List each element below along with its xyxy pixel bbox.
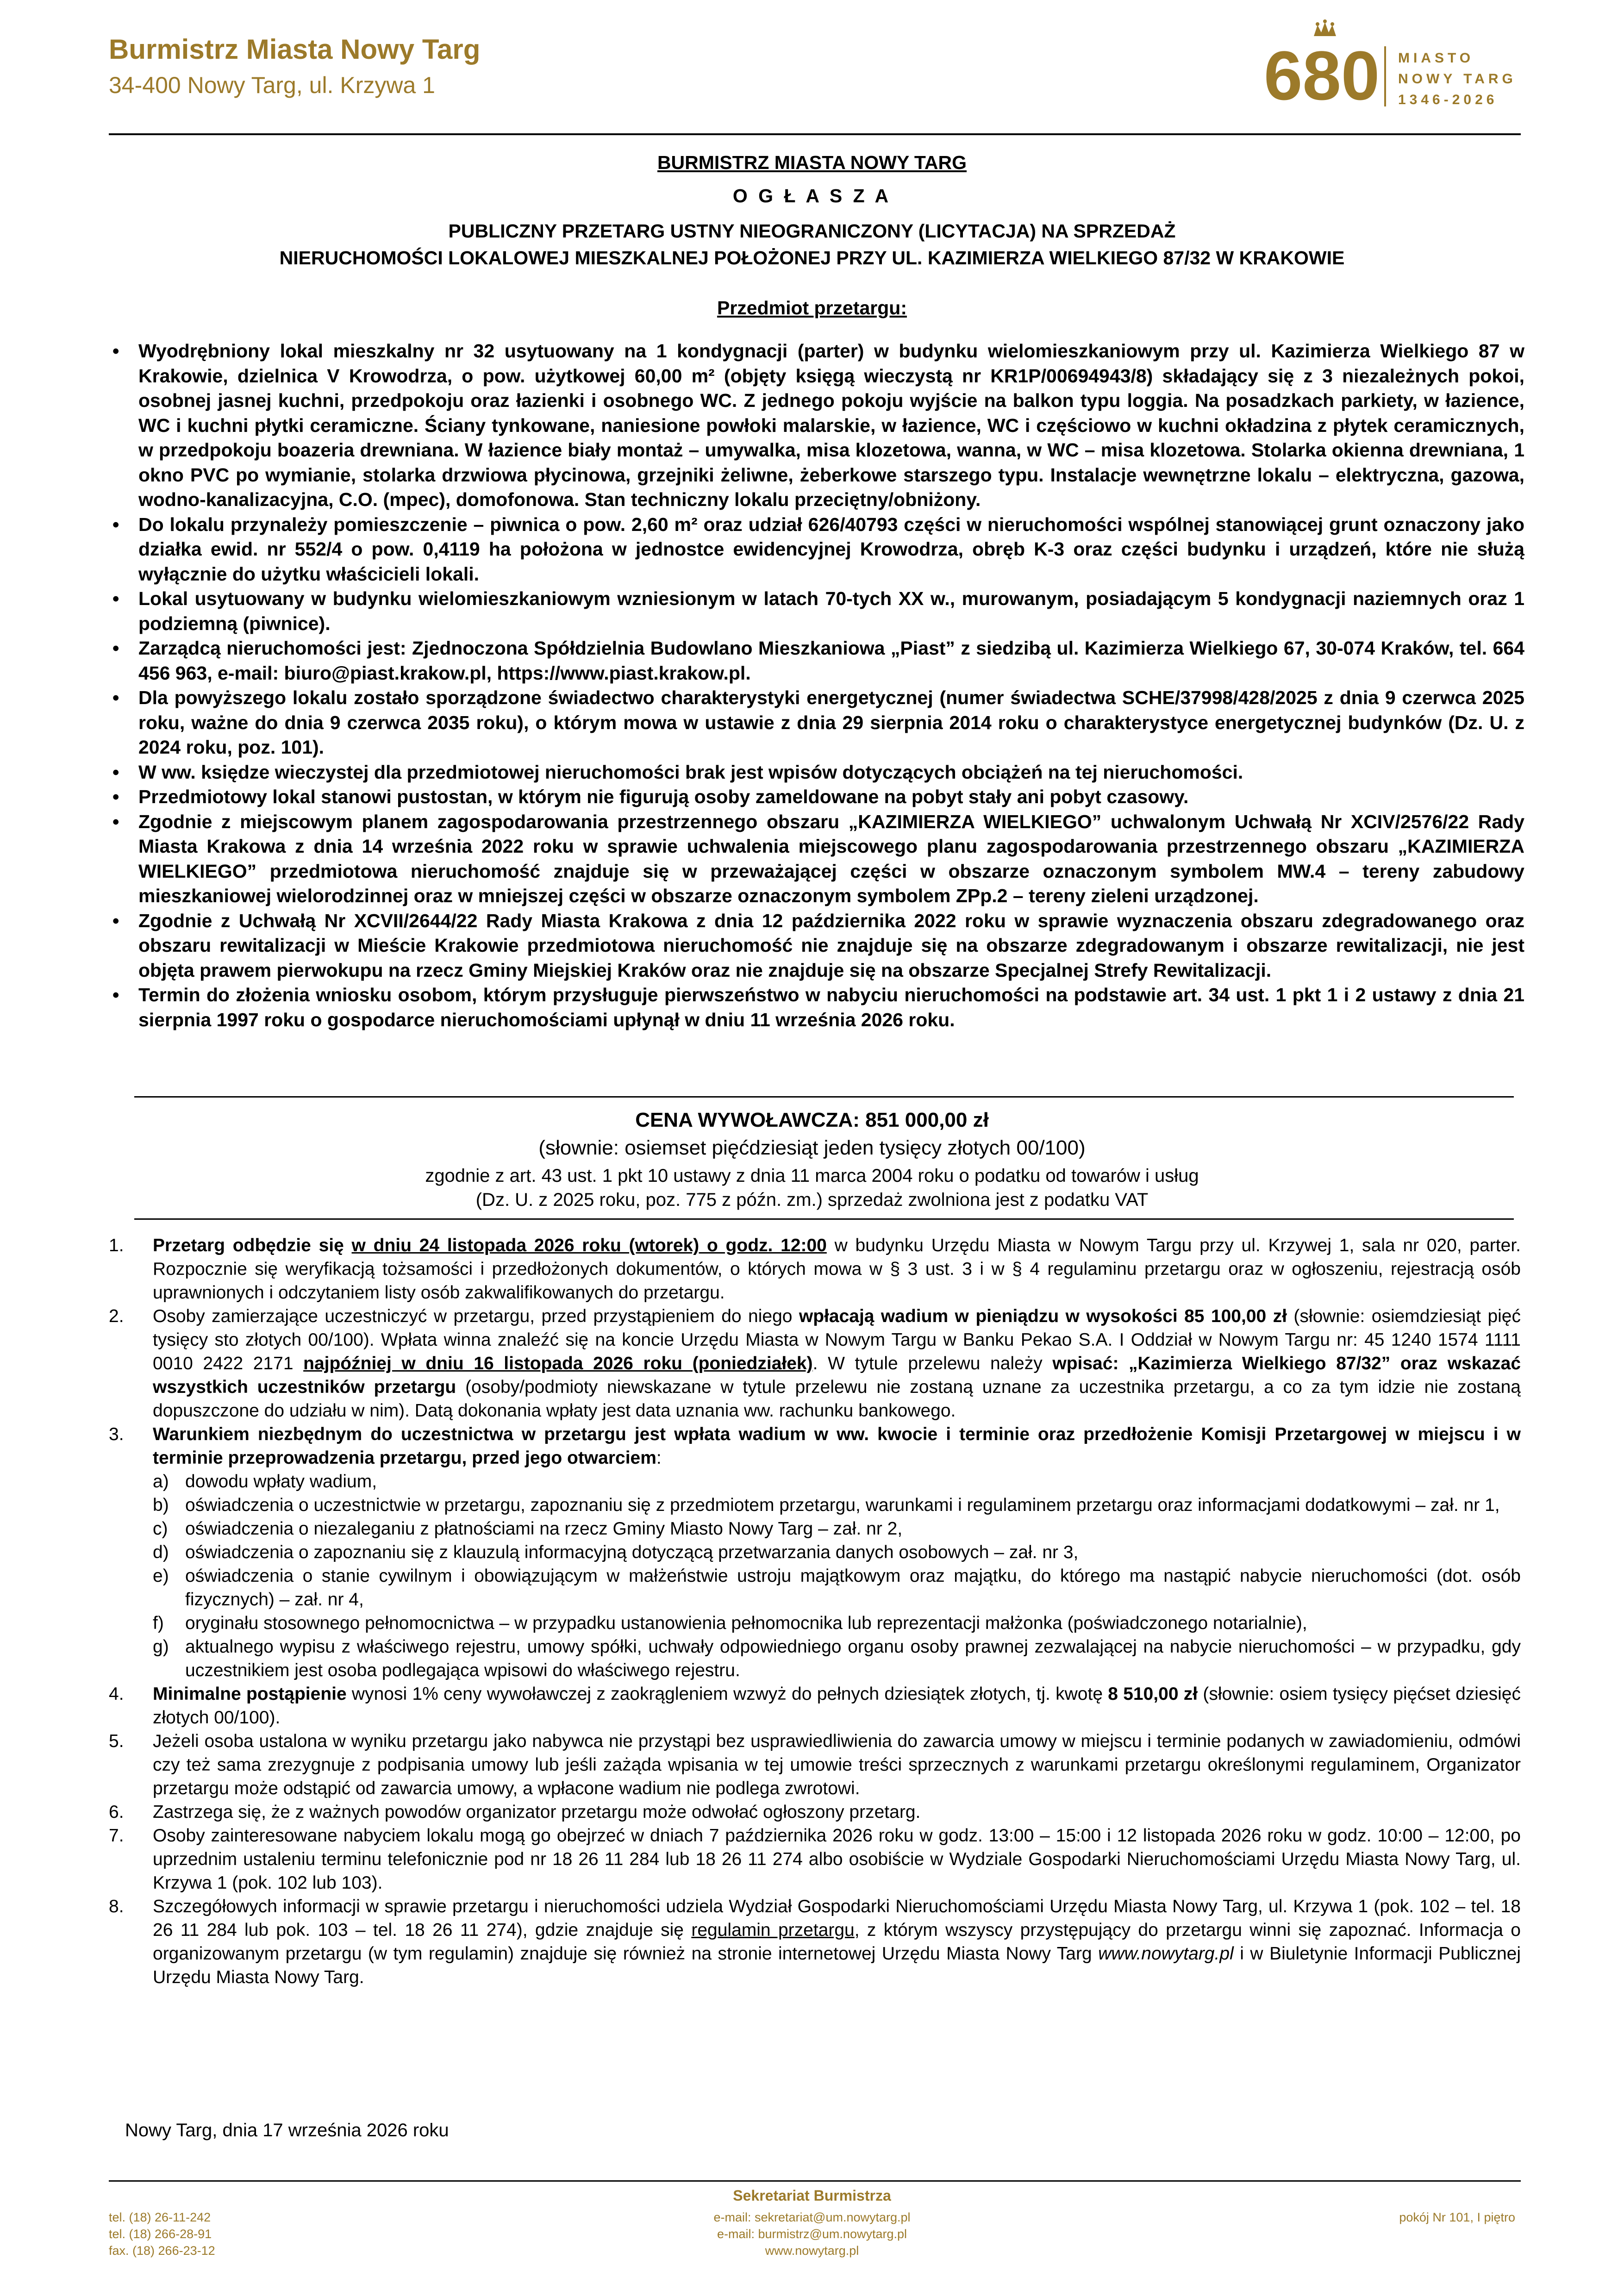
subject-item: • Lokal usytuowany w budynku wielomieszkaniowym wzniesionym w latach 70-tych XX w., murowanym, posiadającym 5 kondygnacji naziemnych oraz 1 podziemną (piwnice).	[112, 586, 1524, 636]
required-documents-list	[153, 1470, 1521, 1682]
footer-room: pokój Nr 101, I piętro	[1399, 2210, 1515, 2224]
document-date: Nowy Targ, dnia 17 września 2026 roku	[125, 2120, 449, 2140]
website-link[interactable]: www.nowytarg.pl	[1098, 1944, 1234, 1964]
term-item-2: 2. Osoby zamierzające uczestniczyć w przetargu, przed przystąpieniem do niego wpłacają wadium w pieniądzu w wysokości 85 100,00 zł (słownie: osiemdziesiąt pięć tysięcy sto złotych 00/100). Wpłata winna znaleźć się na koncie Urzędu Miasta w Nowym Targu w Banku Pekao S.A. I Oddział w Nowym Targu nr: 45 1240 1574 1111 0010 2422 2171 najpóźniej w dniu 16 listopada 2026 roku (poniedziałek). W tytule przelewu należy wpisać: „Kazimierza Wielkiego 87/32” oraz wskazać wszystkich uczestników przetargu (osoby/podmioty niewskazane w tytule przelewu nie zostaną uznane za uczestnika przetargu, a co za tym idzie nie zostaną dopuszczone do udziału w nim). Datą dokonania wpłaty jest data uznania ww. rachunku bankowego.	[109, 1306, 1521, 1421]
price-words: (słownie: osiemset pięćdziesiąt jeden tysięcy złotych 00/100)	[538, 1136, 1086, 1159]
required-document: c) oświadczenia o niezaleganiu z płatnościami na rzecz Gminy Miasto Nowy Targ – zał. nr 2,	[153, 1519, 903, 1539]
subject-list	[112, 339, 1524, 1032]
header-address: 34-400 Nowy Targ, ul. Krzywa 1	[109, 72, 435, 98]
term-item-6: 6. Zastrzega się, że z ważnych powodów organizator przetargu może odwołać ogłoszony przetarg.	[109, 1802, 921, 1822]
term-item-5: 5. Jeżeli osoba ustalona w wyniku przetargu jako nabywca nie przystąpi bez usprawiedliwienia do zawarcia umowy w miejscu i terminie podanych w zawiadomieniu, odmówi czy też sama zrezygnuje z podpisania umowy lub jeśli zażąda wpisania w tej umowie treści sprzecznych z warunkami przetargu określonymi regulaminem, Organizator przetargu może odstąpić od zawarcia umowy, a wpłacone wadium nie podlega zwrotowi.	[109, 1731, 1521, 1798]
logo-line3: 1346-2026	[1398, 92, 1498, 107]
subject-item: • Termin do złożenia wniosku osobom, którym przysługuje pierwszeństwo w nabyciu nieruchomości na podstawie art. 34 ust. 1 pkt 1 i 2 ustawy z dnia 21 sierpnia 1997 roku o gospodarce nieruchomościami upłynął w dniu 11 września 2026 roku.	[112, 983, 1524, 1032]
header-org-name: Burmistrz Miasta Nowy Targ	[109, 34, 481, 65]
subject-item: • Wyodrębniony lokal mieszkalny nr 32 usytuowany na 1 kondygnacji (parter) w budynku wielomieszkaniowym przy ul. Kazimierza Wielkiego 87 w Krakowie, dzielnica V Krowodrza, o pow. użytkowej 60,00 m² (objęty księgą wieczystą nr KR1P/00694943/8) składający się z 3 niezależnych pokoi, osobnej jasnej kuchni, przedpokoju oraz łazienki i osobnego WC. Z jednego pokoju wyjście na balkon typu loggia. Na posadzkach parkiety, w łazience, WC i kuchni płytki ceramiczne. Ściany tynkowane, naniesione powłoki malarskie, w łazience, WC i częściowo w kuchni okładzina z płytek ceramicznych, w przedpokoju boazeria drewniana. W łazience biały montaż – umywalka, misa klozetowa, wanna, w WC – misa klozetowa. Stolarka okienna drewniana, 1 okno PVC po wymianie, stolarka drzwiowa płycinowa, grzejniki żeliwne, żeberkowe starszego typu. Instalacje wewnętrzne lokalu – elektryczna, gazowa, wodno-kanalizacyjna, C.O. (mpec), domofonowa. Stan techniczny lokalu przeciętny/obniżony.	[112, 339, 1524, 512]
footer-email[interactable]: e-mail: sekretariat@um.nowytarg.pl	[713, 2210, 911, 2224]
subject-item: • W ww. księdze wieczystej dla przedmiotowej nieruchomości brak jest wpisów dotyczących obciążeń na tej nieruchomości.	[112, 760, 1524, 785]
regulamin-link[interactable]: regulamin przetargu	[691, 1920, 855, 1940]
subject-item: • Zgodnie z miejscowym planem zagospodarowania przestrzennego obszaru „KAZIMIERZA WIELKIEGO” uchwalonym Uchwałą Nr XCIV/2576/22 Rady Miasta Krakowa z dnia 14 września 2022 roku w sprawie uchwalenia miejscowego planu zagospodarowania przestrzennego obszaru „KAZIMIERZA WIELKIEGO” przedmiotowa nieruchomość znajduje się w przeważającej części w obszarze oznaczonym symbolem MW.4 – tereny zabudowy mieszkaniowej wielorodzinnej oraz w mniejszej części w obszarze oznaczonym symbolem ZPp.2 – tereny zieleni urządzonej.	[112, 810, 1524, 909]
required-document: e) oświadczenia o stanie cywilnym i obowiązującym w małżeństwie ustroju majątkowym oraz majątku, do którego ma nastąpić nabycie nieruchomości (dot. osób fizycznych) – zał. nr 4,	[153, 1566, 1521, 1610]
price-divider-bottom	[134, 1218, 1514, 1220]
city-anniversary-logo	[1259, 19, 1518, 111]
required-document: a) dowodu wpłaty wadium,	[153, 1472, 377, 1491]
subject-item: • Zarządcą nieruchomości jest: Zjednoczona Spółdzielnia Budowlano Mieszkaniowa „Piast” z siedzibą ul. Kazimierza Wielkiego 67, 30-074 Kraków, tel. 664 456 963, e-mail: biuro@piast.krakow.pl, https://www.piast.krakow.pl.	[112, 636, 1524, 686]
term-item-7: 7. Osoby zainteresowane nabyciem lokalu mogą go obejrzeć w dniach 7 października 2026 roku w godz. 13:00 – 15:00 i 12 listopada 2026 roku w godz. 10:00 – 12:00, po uprzednim ustaleniu terminu telefonicznie pod nr 18 26 11 284 lub 18 26 11 274 albo osobiście w Wydziale Gospodarki Nieruchomościami Urzędu Miasta Nowy Targ, ul. Krzywa 1 (pok. 102 lub 103).	[109, 1826, 1521, 1893]
subject-heading: Przedmiot przetargu:	[717, 297, 907, 318]
footer-website[interactable]: www.nowytarg.pl	[765, 2244, 859, 2258]
terms-list	[109, 1234, 1521, 1989]
footer-email[interactable]: e-mail: burmistrz@um.nowytarg.pl	[717, 2227, 907, 2241]
footer-fax: fax. (18) 266-23-12	[109, 2244, 215, 2258]
footer-divider	[109, 2180, 1521, 2182]
subject-item: • Dla powyższego lokalu zostało sporządzone świadectwo charakterystyki energetycznej (numer świadectwa SCHE/37998/428/2025 z dnia 9 czerwca 2025 roku, ważne do dnia 9 czerwca 2035 roku), o którym mowa w ustawie z dnia 29 sierpnia 2014 roku o charakterystyce energetycznej budynków (Dz. U. z 2024 roku, poz. 101).	[112, 686, 1524, 760]
footer-phone: tel. (18) 266-28-91	[109, 2227, 212, 2241]
subject-item: • Do lokalu przynależy pomieszczenie – piwnica o pow. 2,60 m² oraz udział 626/40793 części w nieruchomości wspólnej stanowiącej grunt oznaczony jako działka ewid. nr 552/4 o pow. 0,4119 ha położona w jednostce ewidencyjnej Krowodrza, obręb K-3 oraz części budynku i urządzeń, które nie służą wyłącznie do użytku właścicieli lokali.	[112, 512, 1524, 587]
price-title: CENA WYWOŁAWCZA: 851 000,00 zł	[635, 1109, 989, 1131]
term-item-3: 3. Warunkiem niezbędnym do uczestnictwa w przetargu jest wpłata wadium w ww. kwocie i terminie oraz przedłożenie Komisji Przetargowej w miejscu i w terminie przeprowadzenia przetargu, przed jego otwarciem: a) dowodu wpłaty wadium, b) oświadczenia o uczestnictwie w przetargu, zapoznaniu się z przedmiotem przetargu, warunkami i regulaminem przetargu oraz informacjami dodatkowymi – zał. nr 1, c) oświadczenia o niezaleganiu z płatnościami na rzecz Gminy Miasto Nowy Targ – zał. nr 2, d) oświadczenia o zapoznaniu się z klauzulą informacyjną dotyczącą przetwarzania danych osobowych – zał. nr 3, e) oświadczenia o stanie cywilnym i obowiązującym w małżeństwie ustroju majątkowym oraz majątku, do którego ma nastąpić nabycie nieruchomości (dot. osób fizycznych) – zał. nr 4, f) oryginału stosownego pełnomocnictwa – w przypadku ustanowienia pełnomocnika lub reprezentacji małżonka (poświadczonego notarialnie), g) aktualnego wypisu z właściwego rejestru, umowy spółki, uchwały odpowiedniego organu osoby prawnej zezwalającej na nabycie nieruchomości – w przypadku, gdy uczestnikiem jest osoba podlegająca wpisowi do właściwego rejestru.	[109, 1423, 1521, 1682]
title-auction-type: PUBLICZNY PRZETARG USTNY NIEOGRANICZONY (LICYTACJA) NA SPRZEDAŻ	[448, 220, 1176, 242]
title-authority: BURMISTRZ MIASTA NOWY TARG	[657, 152, 967, 173]
header-divider	[109, 133, 1521, 135]
footer-contacts	[0, 2209, 1624, 2259]
title-announces: O G Ł A S Z A	[732, 185, 892, 206]
footer-title: Sekretariat Burmistrza	[733, 2187, 891, 2204]
logo-line2: NOWY TARG	[1398, 71, 1517, 87]
footer-phone: tel. (18) 26-11-242	[109, 2210, 211, 2224]
required-document: g) aktualnego wypisu z właściwego rejestru, umowy spółki, uchwały odpowiedniego organu osoby prawnej zezwalającej na nabycie nieruchomości – w przypadku, gdy uczestnikiem jest osoba podlegająca wpisowi do właściwego rejestru.	[153, 1637, 1521, 1680]
crown-icon	[1314, 19, 1336, 36]
logo-line1: MIASTO	[1398, 50, 1474, 66]
term-item-1: 1. Przetarg odbędzie się w dniu 24 listopada 2026 roku (wtorek) o godz. 12:00 w budynku Urzędu Miasta w Nowym Targu przy ul. Krzywej 1, sala nr 020, parter. Rozpocznie się weryfikacją tożsamości i przedłożonych dokumentów, o których mowa w § 3 ust. 3 i w § 4 regulaminu przetargu oraz w ogłoszeniu, rejestracją osób uprawnionych i odczytaniem listy osób zakwalifikowanych do przetargu.	[109, 1235, 1521, 1303]
term-item-8: 8. Szczegółowych informacji w sprawie przetargu i nieruchomości udziela Wydział Gospodarki Nieruchomościami Urzędu Miasta Nowy Targ, ul. Krzywa 1 (pok. 102 – tel. 18 26 11 284 lub pok. 103 – tel. 18 26 11 274), gdzie znajduje się regulamin przetargu, z którym wszyscy przystępujący do przetargu winni się zapoznać. Informacja o organizowanym przetargu (w tym regulamin) znajduje się również na stronie internetowej Urzędu Miasta Nowy Targ www.nowytarg.pl i w Biuletynie Informacji Publicznej Urzędu Miasta Nowy Targ.	[109, 1897, 1521, 1987]
subject-item: • Zgodnie z Uchwałą Nr XCVII/2644/22 Rady Miasta Krakowa z dnia 12 października 2022 roku w sprawie wyznaczenia obszaru zdegradowanego oraz obszaru rewitalizacji w Mieście Krakowie przedmiotowa nieruchomość nie znajduje się na obszarze zdegradowanym i obszarze rewitalizacji, nie jest objęta prawem pierwokupu na rzecz Gminy Miejskiej Kraków oraz nie znajduje się na obszarze Specjalnej Strefy Rewitalizacji.	[112, 909, 1524, 983]
term-item-4: 4. Minimalne postąpienie wynosi 1% ceny wywoławczej z zaokrągleniem wzwyż do pełnych dziesiątek złotych, tj. kwotę 8 510,00 zł (słownie: osiem tysięcy pięćset dziesięć złotych 00/100).	[109, 1684, 1521, 1728]
title-property: NIERUCHOMOŚCI LOKALOWEJ MIESZKALNEJ POŁOŻONEJ PRZY UL. KAZIMIERZA WIELKIEGO 87/32 W KRAKOWIE	[279, 247, 1345, 268]
required-document: b) oświadczenia o uczestnictwie w przetargu, zapoznaniu się z przedmiotem przetargu, warunkami i regulaminem przetargu oraz informacjami dodatkowymi – zał. nr 1,	[153, 1495, 1500, 1515]
price-vat-line2: (Dz. U. z 2025 roku, poz. 775 z późn. zm.) sprzedaż zwolniona jest z podatku VAT	[475, 1190, 1149, 1210]
subject-item: • Przedmiotowy lokal stanowi pustostan, w którym nie figurują osoby zameldowane na pobyt stały ani pobyt czasowy.	[112, 785, 1524, 810]
price-vat-line1: zgodnie z art. 43 ust. 1 pkt 10 ustawy z dnia 11 marca 2004 roku o podatku od towarów i usług	[425, 1166, 1199, 1186]
required-document: d) oświadczenia o zapoznaniu się z klauzulą informacyjną dotyczącą przetwarzania danych osobowych – zał. nr 3,	[153, 1542, 1079, 1562]
logo-number: 680	[1264, 37, 1380, 111]
required-document: f) oryginału stosownego pełnomocnictwa – w przypadku ustanowienia pełnomocnika lub reprezentacji małżonka (poświadczonego notarialnie),	[153, 1613, 1307, 1633]
price-divider-top	[134, 1096, 1514, 1098]
